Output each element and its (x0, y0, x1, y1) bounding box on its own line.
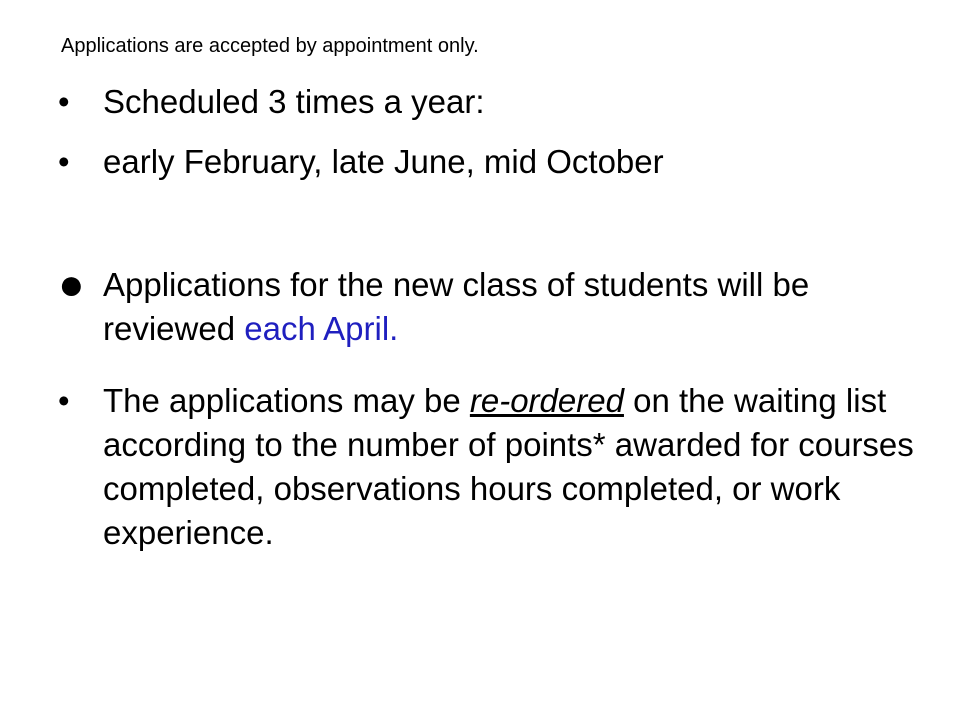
bullet-marker: • (58, 143, 70, 180)
highlighted-text: each April. (244, 310, 399, 347)
bullet-text: Scheduled 3 times a year: (103, 83, 485, 120)
bullet-text-part: Applications for the new class of students will be reviewed (103, 266, 810, 347)
bullet-marker: ● (58, 260, 85, 309)
bullet-text-part: on the waiting list according to the number of points* awarded for courses completed, observations hours completed, or work experience. (103, 382, 914, 551)
bullet-text (103, 379, 918, 555)
bullet-item-months (58, 140, 918, 184)
bullet-item-review (58, 260, 918, 351)
bullet-item-reorder (58, 379, 918, 555)
emphasized-text: re-ordered (469, 382, 624, 419)
bullet-marker: • (58, 83, 70, 120)
intro-text: Applications are accepted by appointment only. (61, 35, 479, 57)
bullet-marker: • (58, 382, 70, 419)
bullet-text: early February, late June, mid October (103, 143, 664, 180)
bullet-item-schedule (58, 80, 918, 124)
bullet-text (103, 263, 918, 351)
bullet-text-part: The applications may be (103, 382, 470, 419)
